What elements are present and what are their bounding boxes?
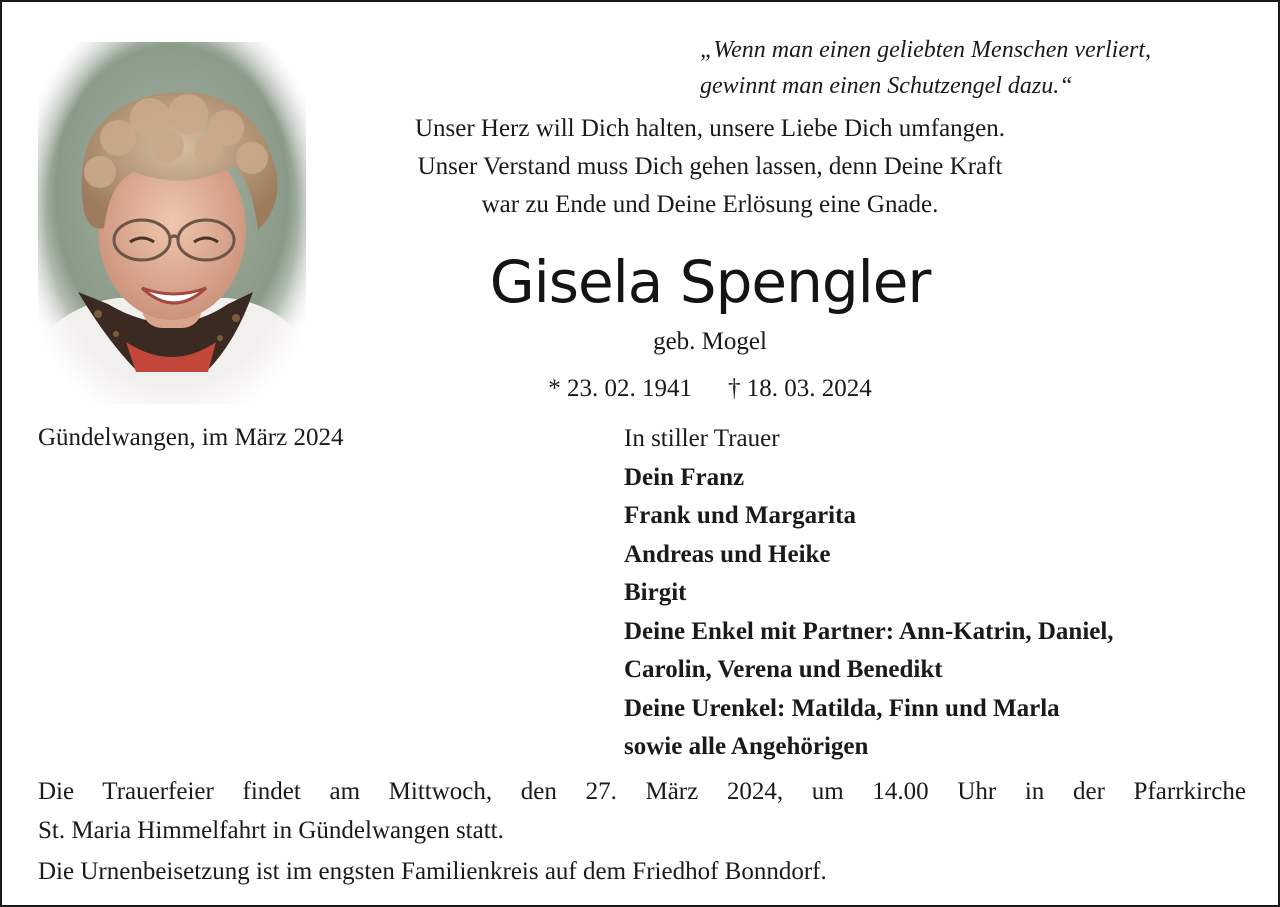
place-and-date: Gündelwangen, im März 2024: [38, 424, 344, 451]
mourners-list: [624, 420, 1264, 767]
mourner-line: Deine Urenkel: Matilda, Finn und Marla: [624, 694, 1060, 722]
funeral-line: Die Trauerfeier findet am Mittwoch, den 27. März 2024, um 14.00 Uhr in der Pfarrkirche: [38, 778, 1246, 805]
death-date: † 18. 03. 2024: [728, 375, 872, 402]
mourner-line: Deine Enkel mit Partner: Ann-Katrin, Daniel,: [624, 617, 1114, 645]
portrait-photo: [38, 42, 306, 404]
poem: [320, 110, 1100, 224]
mourner-line: Birgit: [624, 579, 687, 606]
poem-line: Unser Herz will Dich halten, unsere Liebe Dich umfangen.: [414, 115, 1006, 142]
mourners-intro: In stiller Trauer: [624, 425, 780, 452]
life-dates: [320, 371, 1100, 407]
quote: [662, 32, 1262, 104]
deceased-name: Gisela Spengler: [489, 248, 931, 316]
poem-line: war zu Ende und Deine Erlösung eine Gnade.: [481, 191, 939, 218]
mourner-line: Carolin, Verena und Benedikt: [624, 656, 943, 683]
burial-info: Die Urnenbeisetzung ist im engsten Familienkreis auf dem Friedhof Bonndorf.: [38, 858, 827, 885]
funeral-line: St. Maria Himmelfahrt in Gündelwangen statt.: [38, 817, 504, 844]
funeral-info: [38, 772, 1246, 850]
quote-line: gewinnt man einen Schutzengel dazu.“: [700, 73, 1073, 99]
birth-name: geb. Mogel: [653, 328, 767, 355]
mourner-line: Dein Franz: [624, 463, 745, 491]
poem-line: Unser Verstand muss Dich gehen lassen, denn Deine Kraft: [417, 153, 1003, 180]
mourner-line: Andreas und Heike: [624, 540, 831, 568]
quote-line: „Wenn man einen geliebten Menschen verliert,: [700, 37, 1151, 63]
birth-date: * 23. 02. 1941: [548, 375, 692, 402]
mourner-line: sowie alle Angehörigen: [624, 733, 869, 760]
mourner-line: Frank und Margarita: [624, 502, 856, 529]
